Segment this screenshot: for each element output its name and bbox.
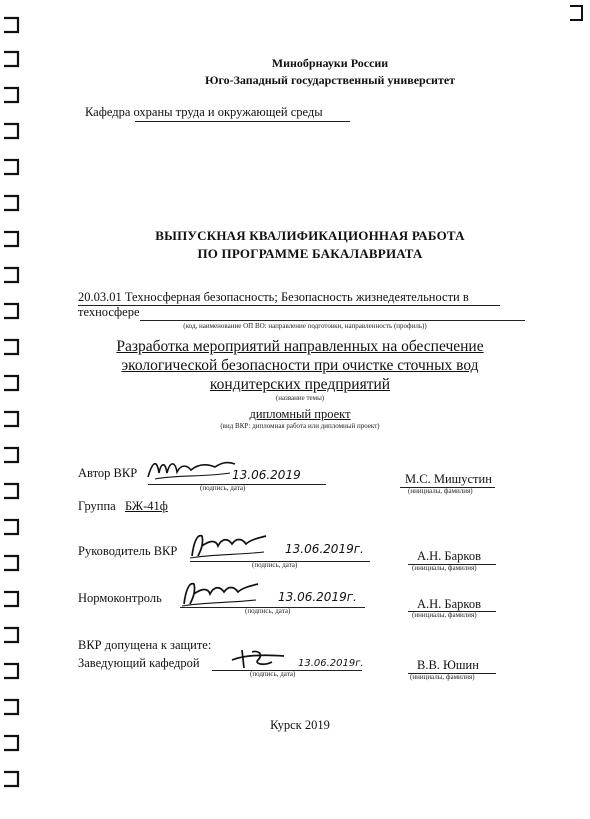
group-value: БЖ-41ф xyxy=(125,499,168,513)
author-name: М.С. Мишустин xyxy=(405,472,492,486)
normcontrol-sign-caption: (подпись, дата) xyxy=(245,607,291,615)
department-name: Кафедра охраны труда и окружающей среды xyxy=(85,105,323,119)
binding-rings xyxy=(0,0,30,819)
work-title-line2: ПО ПРОГРАММЕ БАКАЛАВРИАТА xyxy=(197,246,423,261)
topic-line3: кондитерских предприятий xyxy=(209,376,391,393)
topic-line1: Разработка мероприятий направленных на обеспечение xyxy=(116,338,484,355)
university-name: Юго-Западный государственный университет xyxy=(204,73,456,87)
head-signature xyxy=(228,646,288,672)
work-type-caption: (вид ВКР: дипломная работа или дипломный проект) xyxy=(220,422,380,430)
author-label: Автор ВКР xyxy=(78,466,138,480)
head-of-department-label: Заведующий кафедрой xyxy=(78,656,200,670)
ministry-name: Минобрнауки России xyxy=(271,56,389,70)
normcontrol-name: А.Н. Барков xyxy=(417,597,481,611)
supervisor-sign-caption: (подпись, дата) xyxy=(252,561,298,569)
topic-caption: (название темы) xyxy=(275,394,325,402)
normcontrol-name-caption: (инициалы, фамилия) xyxy=(412,611,477,619)
head-date-handwritten: 13.06.2019г. xyxy=(298,658,364,669)
corner-mark xyxy=(568,4,584,24)
author-sign-caption: (подпись, дата) xyxy=(200,484,246,492)
supervisor-signature xyxy=(188,530,268,562)
work-type-value: дипломный проект xyxy=(249,407,351,421)
city-year: Курск 2019 xyxy=(270,718,330,732)
department-underline xyxy=(135,121,350,122)
supervisor-name: А.Н. Барков xyxy=(417,549,481,563)
head-name: В.В. Юшин xyxy=(417,658,479,672)
normcontrol-label: Нормоконтроль xyxy=(78,591,162,605)
work-title-line1: ВЫПУСКНАЯ КВАЛИФИКАЦИОННАЯ РАБОТА xyxy=(155,228,465,243)
program-underline2 xyxy=(140,320,525,321)
program-line2: техносфере xyxy=(78,305,140,319)
author-date-handwritten: 13.06.2019 xyxy=(232,468,301,482)
group-label: Группа xyxy=(78,499,116,513)
program-line1: 20.03.01 Техносферная безопасность; Безопасность жизнедеятельности в xyxy=(78,290,469,304)
head-sign-caption: (подпись, дата) xyxy=(250,670,296,678)
supervisor-label: Руководитель ВКР xyxy=(78,544,178,558)
supervisor-name-caption: (инициалы, фамилия) xyxy=(412,564,477,572)
program-underline1 xyxy=(78,305,500,306)
supervisor-date-handwritten: 13.06.2019г. xyxy=(285,542,364,556)
normcontrol-signature xyxy=(180,578,260,610)
program-caption: (код, наименование ОП ВО: направление подготовки, направленность (профиль)) xyxy=(183,322,427,330)
normcontrol-date-handwritten: 13.06.2019г. xyxy=(278,590,357,604)
author-signature xyxy=(145,455,240,485)
head-name-caption: (инициалы, фамилия) xyxy=(410,673,475,681)
admission-label: ВКР допущена к защите: xyxy=(78,638,212,652)
author-name-caption: (инициалы, фамилия) xyxy=(408,487,473,495)
topic-line2: экологической безопасности при очистке сточных вод xyxy=(121,357,479,374)
